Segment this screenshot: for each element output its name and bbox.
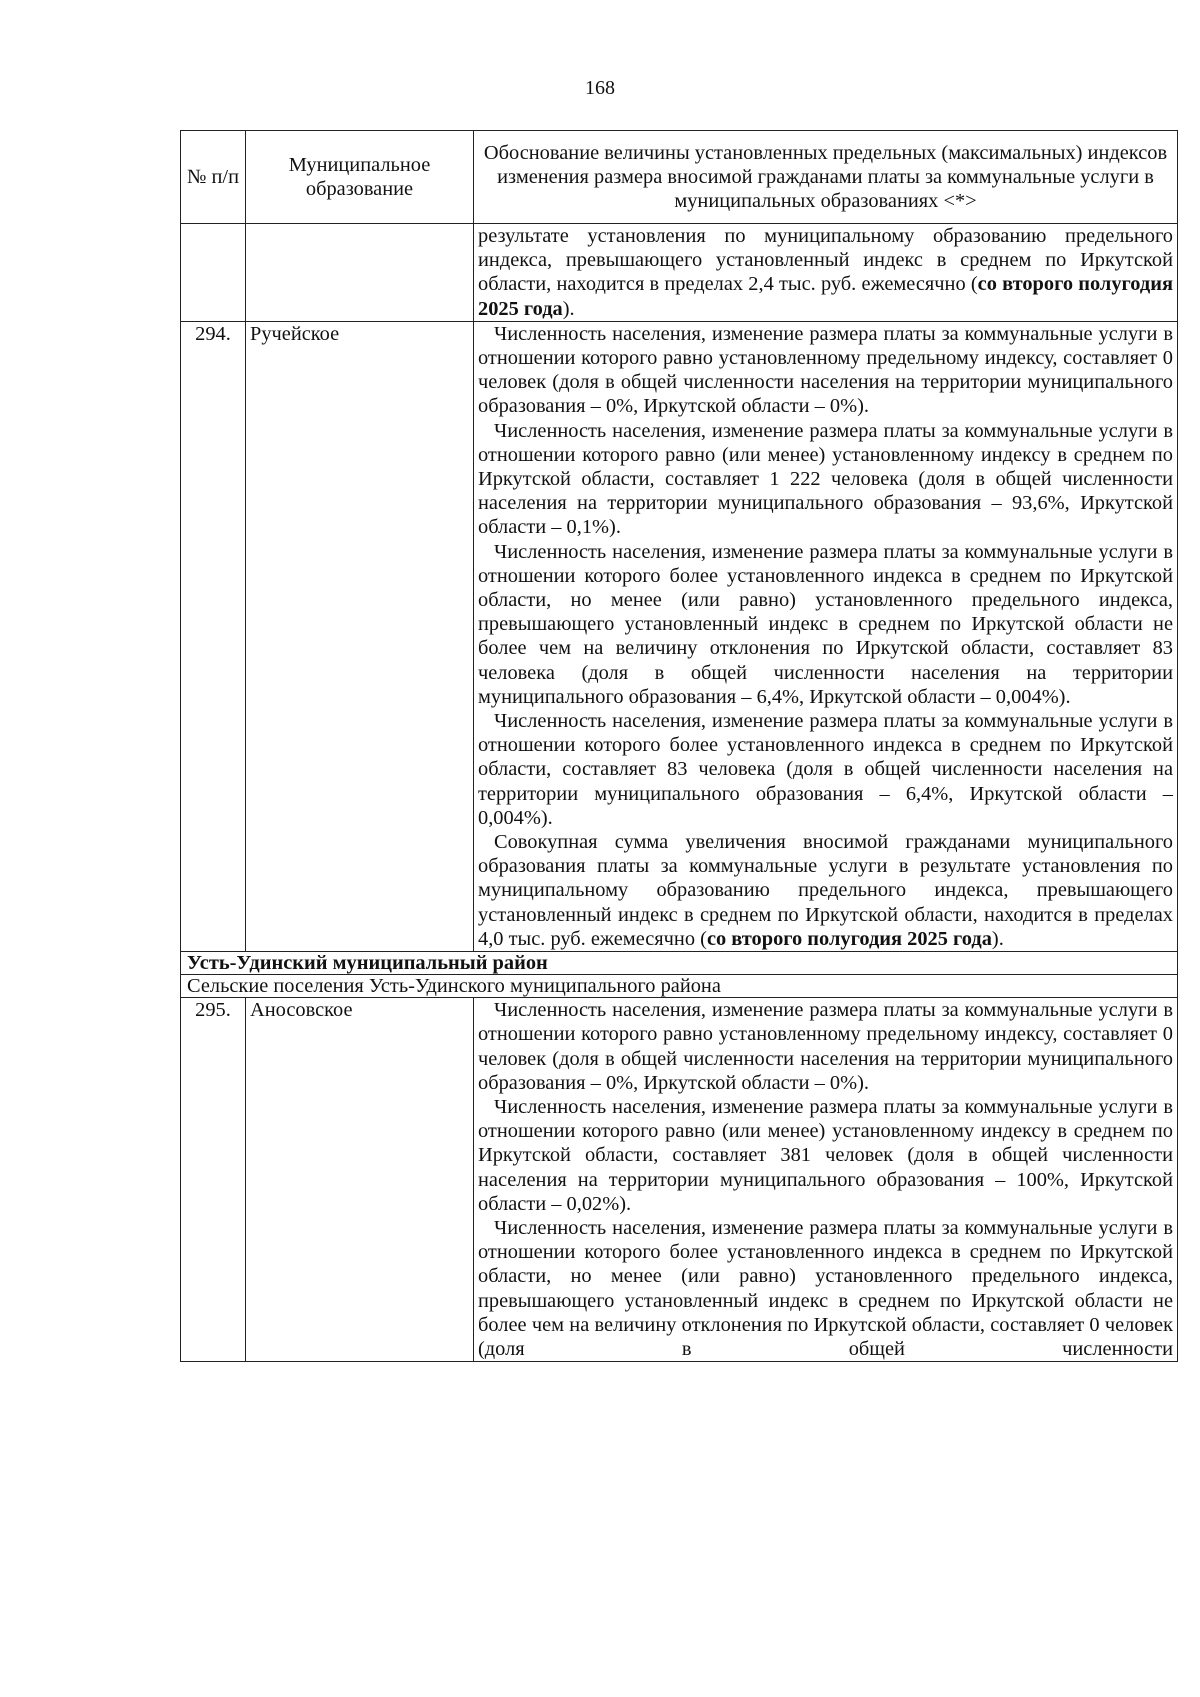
cell-justification — [474, 998, 1178, 1362]
page-number: 168 — [585, 77, 615, 99]
cell-empty — [246, 224, 474, 322]
paragraph-1: Численность населения, изменение размера платы за коммунальные услуги в отношении которого равно установленному предельному индексу, составляет 0 человек (доля в общей численности населения на территории муниципального образования – 0%, Иркутской области – 0%). — [478, 999, 1173, 1094]
paragraph-5-end: ). — [991, 927, 1004, 950]
table-header-row — [181, 131, 1178, 224]
cell-justification — [474, 224, 1178, 322]
row-municipality: Аносовское — [246, 998, 474, 1362]
continuation-paragraph — [478, 224, 1173, 321]
row-number: 294. — [181, 321, 246, 951]
table-row-294 — [181, 321, 1178, 951]
row-number: 295. — [181, 998, 246, 1362]
table-row-295 — [181, 998, 1178, 1362]
cell-empty — [181, 224, 246, 322]
paragraph-2: Численность населения, изменение размера платы за коммунальные услуги в отношении которого равно (или менее) установленному индексу в среднем по Иркутской области, составляет 381 человек (доля в общей численности населения на территории муниципального образования – 100%, Иркутской области – 0,02%). — [478, 1095, 1173, 1215]
table-row-continuation — [181, 224, 1178, 322]
header-justification: Обоснование величины установленных предельных (максимальных) индексов изменения размера вносимой гражданами платы за коммунальные услуги в муниципальных образованиях <*> — [474, 131, 1178, 224]
continuation-bold: со второго полугодия 2025 года — [478, 273, 1173, 320]
header-num: № п/п — [181, 131, 246, 224]
paragraph-2: Численность населения, изменение размера платы за коммунальные услуги в отношении которого равно (или менее) установленному индексу в среднем по Иркутской области, составляет 1 222 человека (доля в общей численности населения на территории муниципального образования – 93,6%, Иркутской области – 0,1%). — [478, 419, 1173, 539]
row-municipality: Ручейское — [246, 321, 474, 951]
cell-justification — [474, 321, 1178, 951]
subdistrict-row — [181, 975, 1178, 998]
paragraph-3: Численность населения, изменение размера платы за коммунальные услуги в отношении которого более установленного индекса в среднем по Иркутской области, но менее (или равно) установленного предельного индекса, превышающего установленный индекс в среднем по Иркутской области не более чем на величину отклонения по Иркутской области, составляет 0 человек (доля в общей численности — [478, 1216, 1173, 1360]
paragraph-5-bold: со второго полугодия 2025 года — [706, 927, 992, 950]
paragraph-1: Численность населения, изменение размера платы за коммунальные услуги в отношении которого равно установленному предельному индексу, составляет 0 человек (доля в общей численности населения на территории муниципального образования – 0%, Иркутской области – 0%). — [478, 322, 1173, 418]
subdistrict-title: Сельские поселения Усть-Удинского муниципального района — [181, 975, 1178, 998]
district-title: Усть-Удинский муниципальный район — [181, 952, 1178, 975]
continuation-text: результате установления по муниципальному образованию предельного индекса, превышающего установленный индекс в среднем по Иркутской области, находится в пределах 2,4 тыс. руб. ежемесячно ( — [478, 225, 1173, 296]
paragraph-5-text: Совокупная сумма увеличения вносимой гражданами муниципального образования платы за коммунальные услуги в результате установления по муниципальному образованию предельного индекса, превышающего установленный индекс в среднем по Иркутской области, находится в пределах 4,0 тыс. руб. ежемесячно ( — [478, 831, 1173, 950]
indices-table — [180, 130, 1178, 1362]
paragraph-4: Численность населения, изменение размера платы за коммунальные услуги в отношении которого более установленного индекса в среднем по Иркутской области, составляет 83 человека (доля в общей численности населения на территории муниципального образования – 6,4%, Иркутской области – 0,004%). — [478, 710, 1173, 829]
header-municipality: Муниципальное образование — [246, 131, 474, 224]
continuation-end: ). — [562, 297, 575, 320]
paragraph-3: Численность населения, изменение размера платы за коммунальные услуги в отношении которого более установленного индекса в среднем по Иркутской области, но менее (или равно) установленного предельного индекса, превышающего установленный индекс в среднем по Иркутской области не более чем на величину отклонения по Иркутской области, составляет 83 человека (доля в общей численности населения на территории муниципального образования – 6,4%, Иркутской области – 0,004%). — [478, 540, 1173, 708]
district-row — [181, 952, 1178, 975]
paragraph-5 — [478, 830, 1173, 951]
